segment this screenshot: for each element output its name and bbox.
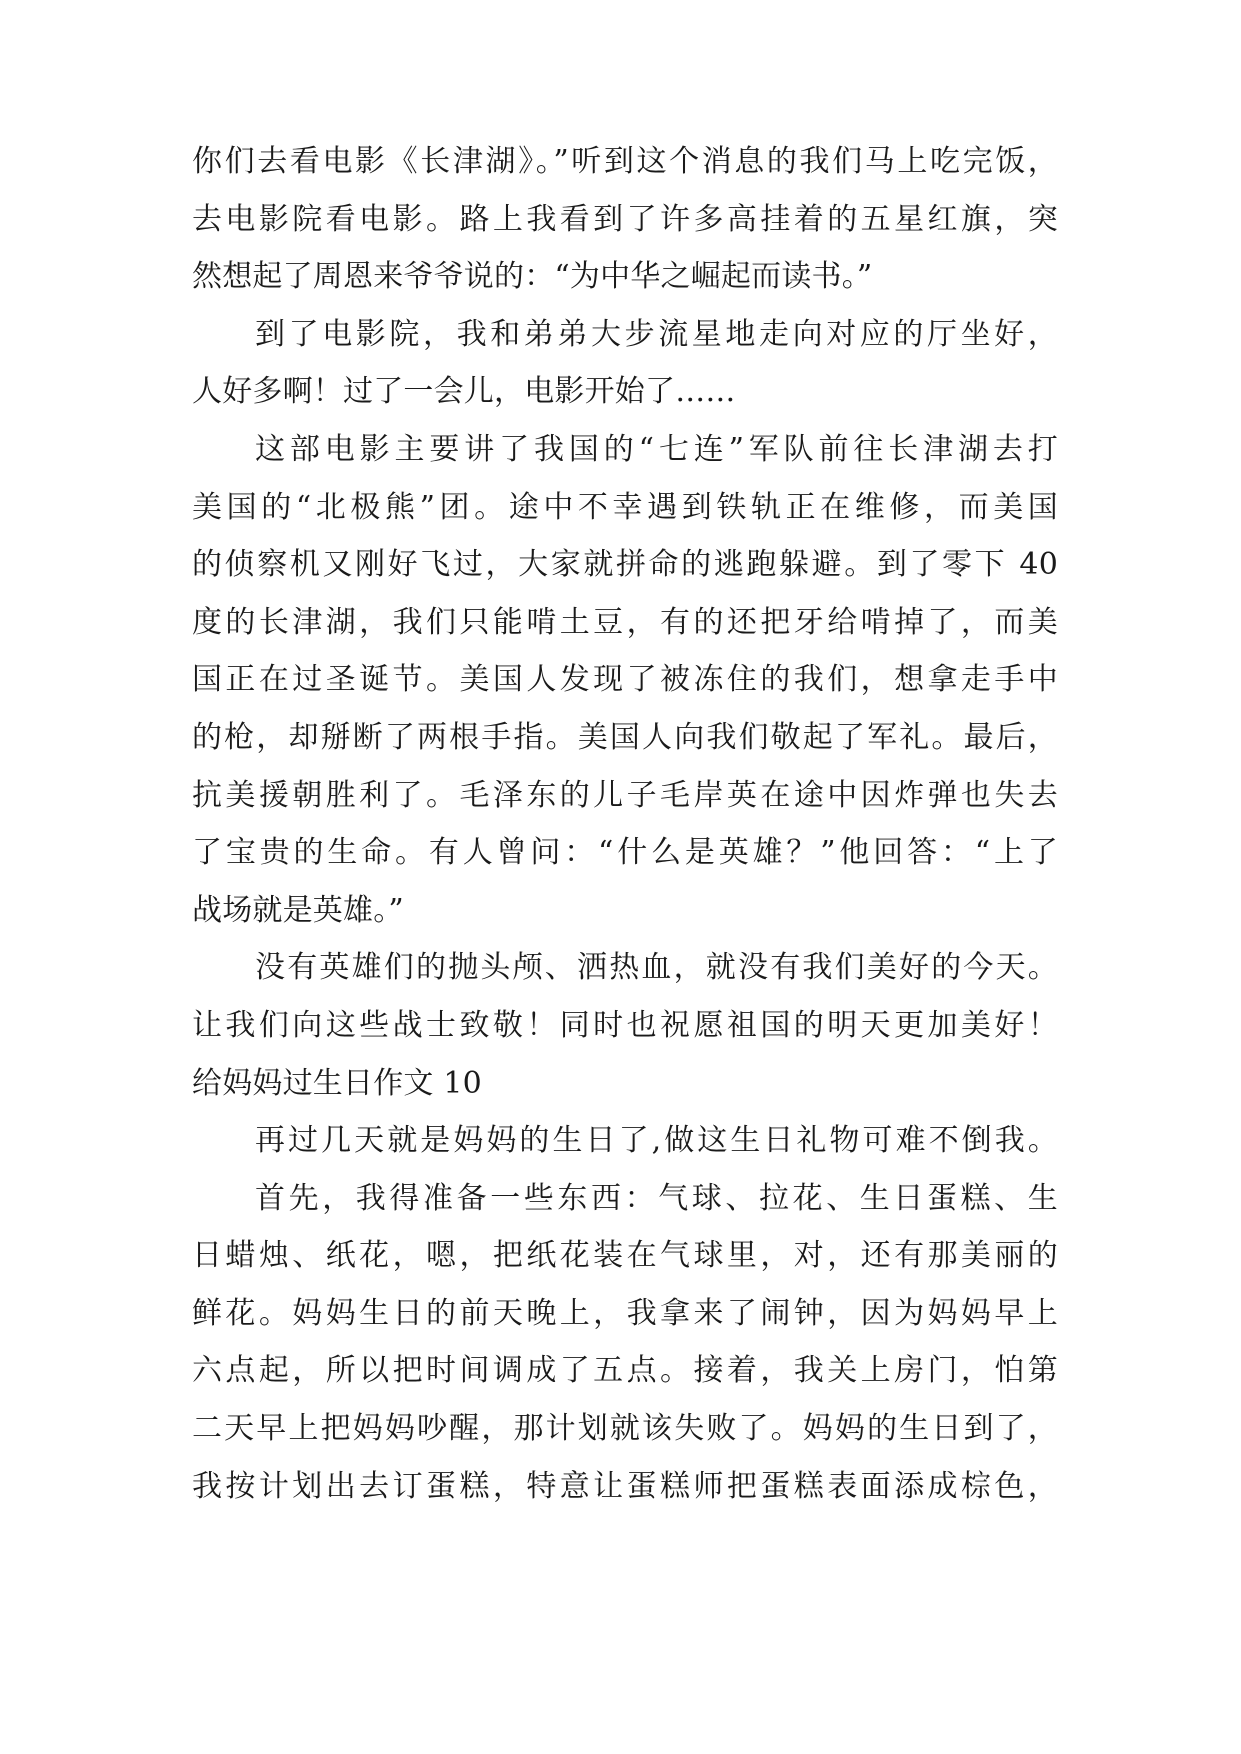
text-line: 你们去看电影《长津湖》。”听到这个消息的我们马上吃完饭， [192,144,1058,179]
text-line: 去电影院看电影。路上我看到了许多高挂着的五星红旗，突 [192,201,1058,237]
text-line: 然想起了周恩来爷爷说的：“为中华之崛起而读书。” [192,259,873,295]
document-page [192,133,1058,1515]
text-line: 度的长津湖，我们只能啃土豆，有的还把牙给啃掉了，而美 [192,604,1058,640]
text-line: 的枪，却掰断了两根手指。美国人向我们敬起了军礼。最后， [192,719,1058,755]
section-heading: 给妈妈过生日作文 10 [192,1065,482,1101]
text-line: 六点起，所以把时间调成了五点。接着，我关上房门，怕第 [192,1353,1058,1389]
text-line: 了宝贵的生命。有人曾问：“什么是英雄？”他回答：“上了 [192,835,1058,871]
text-line: 日蜡烛、纸花，嗯，把纸花装在气球里，对，还有那美丽的 [192,1238,1058,1274]
paragraph-start-line: 再过几天就是妈妈的生日了,做这生日礼物可难不倒我。 [255,1123,1058,1159]
text-line: 二天早上把妈妈吵醒，那计划就该失败了。妈妈的生日到了， [192,1411,1058,1447]
text-line: 我按计划出去订蛋糕，特意让蛋糕师把蛋糕表面添成棕色， [192,1468,1058,1504]
text-line: 的侦察机又刚好飞过，大家就拼命的逃跑躲避。到了零下 40 [192,547,1058,583]
paragraph-start-line: 没有英雄们的抛头颅、洒热血，就没有我们美好的今天。 [255,950,1058,986]
text-line: 抗美援朝胜利了。毛泽东的儿子毛岸英在途中因炸弹也失去 [192,777,1058,813]
text-line: 美国的“北极熊”团。途中不幸遇到铁轨正在维修，而美国 [192,489,1058,525]
paragraph-start-line: 首先，我得准备一些东西：气球、拉花、生日蛋糕、生 [255,1180,1058,1216]
text-line: 鲜花。妈妈生日的前天晚上，我拿来了闹钟，因为妈妈早上 [192,1295,1058,1331]
text-line: 让我们向这些战士致敬！同时也祝愿祖国的明天更加美好！ [192,1007,1058,1043]
text-line: 国正在过圣诞节。美国人发现了被冻住的我们，想拿走手中 [192,662,1058,698]
paragraph-start-line: 到了电影院，我和弟弟大步流星地走向对应的厅坐好， [255,316,1058,352]
text-line: 人好多啊！过了一会儿，电影开始了…… [192,374,736,410]
paragraph-start-line: 这部电影主要讲了我国的“七连”军队前往长津湖去打 [255,431,1058,467]
text-line: 战场就是英雄。” [192,892,404,928]
